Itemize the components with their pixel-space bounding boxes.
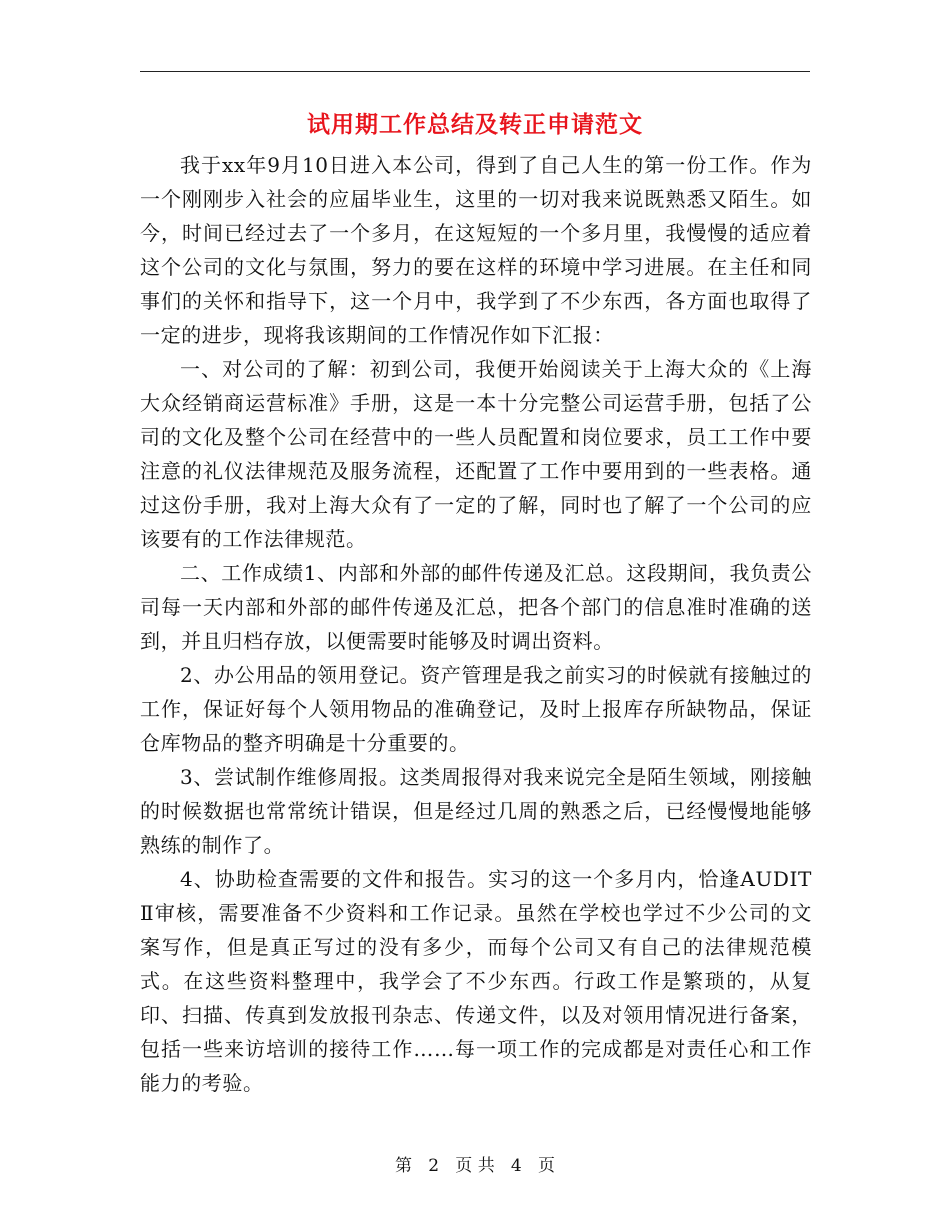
paragraph-repair-reports: 3、尝试制作维修周报。这类周报得对我来说完全是陌生领域，刚接触的时候数据也常常统计错误，但是经过几周的熟悉之后，已经慢慢地能够熟练的制作了。 (140, 765, 812, 857)
footer-middle: 页 共 (455, 1156, 495, 1176)
document-body (140, 148, 812, 1100)
paragraph-company-understanding: 一、对公司的了解：初到公司，我便开始阅读关于上海大众的《上海大众经销商运营标准》手册，这是一本十分完整公司运营手册，包括了公司的文化及整个公司在经营中的一些人员配置和岗位要求，员工工作中要注意的礼仪法律规范及服务流程，还配置了工作中要用到的一些表格。通过这份手册，我对上海大众有了一定的了解，同时也了解了一个公司的应该要有的工作法律规范。 (140, 357, 812, 551)
footer-current-page: 2 (428, 1156, 440, 1176)
footer-prefix: 第 (395, 1156, 413, 1176)
document-title: 试用期工作总结及转正申请范文 (307, 111, 643, 138)
paragraph-office-supplies: 2、办公用品的领用登记。资产管理是我之前实习的时候就有接触过的工作，保证好每个人领用物品的准确登记，及时上报库存所缺物品，保证仓库物品的整齐明确是十分重要的。 (140, 663, 812, 755)
paragraph-intro: 我于xx年9月10日进入本公司，得到了自己人生的第一份工作。作为一个刚刚步入社会的应届毕业生，这里的一切对我来说既熟悉又陌生。如今，时间已经过去了一个多月，在这短短的一个多月里，我慢慢的适应着这个公司的文化与氛围，努力的要在这样的环境中学习进展。在主任和同事们的关怀和指导下，这一个月中，我学到了不少东西，各方面也取得了一定的进步，现将我该期间的工作情况作如下汇报： (140, 153, 812, 347)
footer-total-pages: 4 (510, 1156, 522, 1176)
page-footer (0, 1154, 950, 1178)
header-rule (140, 71, 810, 72)
paragraph-mail-handling: 二、工作成绩1、内部和外部的邮件传递及汇总。这段期间，我负责公司每一天内部和外部的邮件传递及汇总，把各个部门的信息准时准确的送到，并且归档存放，以便需要时能够及时调出资料。 (140, 561, 812, 653)
paragraph-audit-documents: 4、协助检查需要的文件和报告。实习的这一个多月内，恰逢AUDITⅡ审核，需要准备不少资料和工作记录。虽然在学校也学过不少公司的文案写作，但是真正写过的没有多少，而每个公司又有自己的法律规范模式。在这些资料整理中，我学会了不少东西。行政工作是繁琐的，从复印、扫描、传真到发放报刊杂志、传递文件，以及对领用情况进行备案，包括一些来访培训的接待工作……每一项工作的完成都是对责任心和工作能力的考验。 (140, 867, 812, 1095)
footer-suffix: 页 (537, 1156, 555, 1176)
